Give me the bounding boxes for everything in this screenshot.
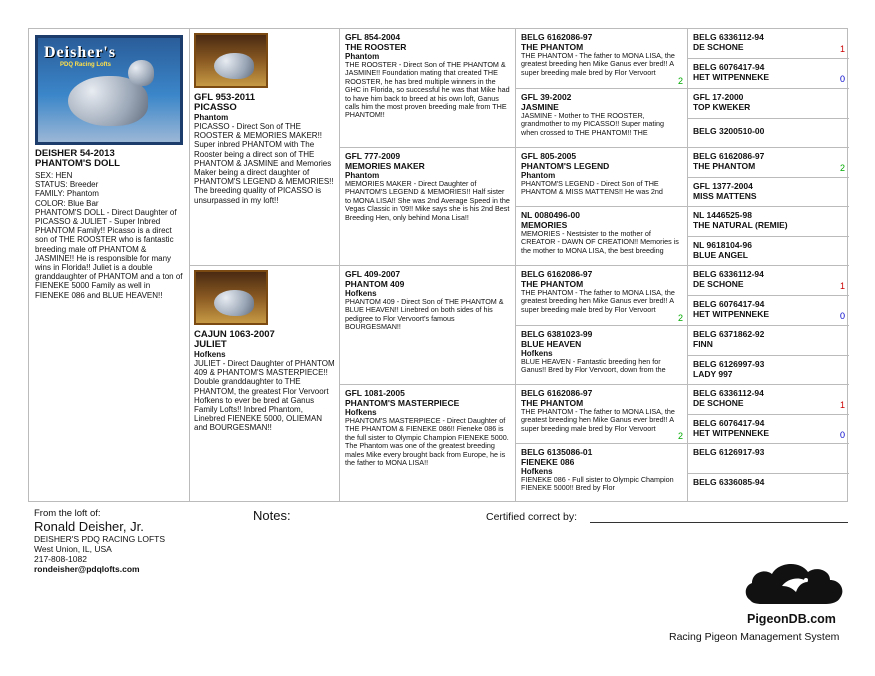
- gen4-cell[interactable]: [516, 148, 687, 207]
- gen5-ring: BELG 6336085-94: [693, 477, 765, 487]
- gen4-mark: 2: [677, 76, 683, 86]
- gen4-name: PHANTOM'S LEGEND: [521, 161, 610, 171]
- pedigree-grid: [28, 28, 848, 502]
- dam-strain: Hofkens: [194, 350, 226, 359]
- gen5-ring: BELG 6076417-94: [693, 62, 765, 72]
- gen4-ring: NL 0080496-00: [521, 210, 580, 220]
- gen5-cell[interactable]: [688, 89, 849, 119]
- gen4-cell[interactable]: [516, 89, 687, 148]
- gen4-ring: BELG 6162086-97: [521, 32, 593, 42]
- gen3-description: PHANTOM'S MASTERPIECE - Direct Daughter of THE PHANTOM & FIENEKE 086!! Fieneke 086 is the full sister to Olympic Champion FIENEKE 5000. The Phantom was one of the greatest breeding males Mike every brought back from Europe, he is the father to MONA LISA!!: [345, 416, 509, 468]
- gen4-strain: Phantom: [521, 171, 556, 180]
- gen4-description: THE PHANTOM - The father to MONA LISA, the greatest breeding hen Mike Ganus ever bred!! A super breeding male bred by Flor Vervoort: [521, 407, 675, 433]
- gen3-description: PHANTOM 409 - Direct Son of THE PHANTOM & BLUE HEAVEN!! Linebred on both sides of his pedigree to Flor Vervoort's famous BOURGESMAN!!: [345, 297, 504, 332]
- gen5-ring: BELG 6336112-94: [693, 269, 764, 279]
- gen5-name: HET WITPENNEKE: [693, 309, 770, 319]
- gen5-name: HET WITPENNEKE: [693, 428, 770, 438]
- loft-email[interactable]: rondeisher@pdqlofts.com: [34, 564, 140, 574]
- brand-tagline: Racing Pigeon Management System: [669, 631, 840, 643]
- great-grandparents-column: [516, 29, 688, 501]
- gen3-cell[interactable]: [340, 385, 515, 503]
- sire-description: PICASSO - Direct Son of THE ROOSTER & MEMORIES MAKER!! Super inbred PHANTOM with The Rooster being a direct son of THE PHANTOM & JASMINE and Memories Maker being a direct daughter of PHANTOM'S LEGEND & MEMORIES!! The breeding quality of PICASSO is unsurpassed in my loft!!: [194, 122, 334, 205]
- gen4-description: JASMINE - Mother to THE ROOSTER, grandmother to my PICASSO!! Super mating when crossed to THE PHANTOM!! THE: [521, 111, 665, 137]
- gen5-cell[interactable]: [688, 119, 849, 148]
- gen5-cell[interactable]: [688, 29, 849, 59]
- dam-photo: [194, 270, 268, 325]
- gen4-strain: Hofkens: [521, 467, 553, 476]
- gen3-cell[interactable]: [340, 266, 515, 385]
- gen5-ring: BELG 6076417-94: [693, 299, 765, 309]
- gen3-description: MEMORIES MAKER - Direct Daughter of PHANTOM'S LEGEND & MEMORIES!! Half sister to MONA LISA!! She was 2nd Average Speed in the Vegas Classic in '09!! Mike says she is his 2nd Best Breeding Hen, only behind Mona Lisa!!: [345, 179, 510, 222]
- gen3-name: PHANTOM 409: [345, 279, 405, 289]
- gen4-cell[interactable]: [516, 444, 687, 503]
- gen5-cell[interactable]: [688, 356, 849, 385]
- pigeondb-logo-icon: [742, 552, 848, 610]
- gen5-name: TOP KWEKER: [693, 102, 751, 112]
- gen5-name: DE SCHONE: [693, 398, 744, 408]
- subject-color: COLOR: Blue Bar: [35, 198, 99, 208]
- gen5-ring: GFL 1377-2004: [693, 181, 753, 191]
- sire-cell[interactable]: [190, 29, 339, 266]
- gen5-name: MISS MATTENS: [693, 191, 757, 201]
- gen4-cell[interactable]: [516, 29, 687, 89]
- gen3-cell[interactable]: [340, 148, 515, 266]
- subject-status: STATUS: Breeder: [35, 180, 99, 190]
- gen3-strain: Hofkens: [345, 408, 377, 417]
- signature-line[interactable]: [590, 522, 848, 523]
- subject-column: [29, 29, 190, 501]
- gen3-name: MEMORIES MAKER: [345, 161, 425, 171]
- gen3-name: PHANTOM'S MASTERPIECE: [345, 398, 460, 408]
- grandparents-column: [340, 29, 516, 501]
- dam-name: JULIET: [194, 339, 227, 350]
- gen5-mark: 0: [839, 311, 845, 321]
- gen5-ring: GFL 17-2000: [693, 92, 744, 102]
- owner-name: Ronald Deisher, Jr.: [34, 519, 144, 534]
- gen4-cell[interactable]: [516, 326, 687, 385]
- gen4-cell[interactable]: [516, 266, 687, 326]
- loft-name: DEISHER'S PDQ RACING LOFTS: [34, 534, 166, 544]
- gen5-ring: BELG 6336112-94: [693, 388, 764, 398]
- gen3-strain: Hofkens: [345, 289, 377, 298]
- gen5-cell[interactable]: [688, 207, 849, 237]
- gen5-ring: BELG 6162086-97: [693, 151, 765, 161]
- gen5-cell[interactable]: [688, 237, 849, 266]
- brand-name: PigeonDB.com: [747, 612, 836, 626]
- pigeon-image: [214, 53, 254, 79]
- gen5-cell[interactable]: [688, 326, 849, 356]
- gen5-cell[interactable]: [688, 266, 849, 296]
- gen4-ring: BELG 6162086-97: [521, 269, 593, 279]
- subject-description: PHANTOM'S DOLL - Direct Daughter of PICASSO & JULIET - Super Inbred PHANTOM Family!! Picasso is a direct son of THE ROOSTER who is fantastic breeding male off PHANTOM & JASMINE!! He is responsible for many wins in Florida!! Juliet is a double granddaughter of PHANTOM and a ton of FIENEKE 5000 Family as well in FIENEKE 086 and BLUE HEAVEN!!: [35, 207, 183, 300]
- gen4-name: BLUE HEAVEN: [521, 339, 582, 349]
- gen5-ring: NL 9618104-96: [693, 240, 752, 250]
- gen5-name: FINN: [693, 339, 713, 349]
- gen5-ring: BELG 6126997-93: [693, 359, 765, 369]
- gen4-cell[interactable]: [516, 385, 687, 444]
- gen3-cell[interactable]: [340, 29, 515, 148]
- gen5-name: HET WITPENNEKE: [693, 72, 770, 82]
- gen4-description: THE PHANTOM - The father to MONA LISA, the greatest breeding hen Mike Ganus ever bred!! A super breeding male bred by Flor Vervoort: [521, 51, 675, 77]
- gen4-description: PHANTOM'S LEGEND - Direct Son of THE PHANTOM & MISS MATTENS!! He was 2nd: [521, 179, 663, 197]
- gen3-name: THE ROOSTER: [345, 42, 407, 52]
- gen3-ring: GFL 854-2004: [345, 32, 401, 42]
- gen5-ring: BELG 6076417-94: [693, 418, 765, 428]
- gen5-ring: BELG 3200510-00: [693, 126, 765, 136]
- gen4-name: MEMORIES: [521, 220, 568, 230]
- parents-column: [190, 29, 340, 501]
- owner-block: [34, 508, 165, 574]
- dam-ring: CAJUN 1063-2007: [194, 329, 275, 340]
- gen5-cell[interactable]: [688, 444, 849, 474]
- gen5-ring: BELG 6126917-93: [693, 447, 765, 457]
- photo-logo: Deisher's: [44, 44, 117, 61]
- gen4-description: THE PHANTOM - The father to MONA LISA, the greatest breeding hen Mike Ganus ever bred!! A super breeding male bred by Flor Vervoort: [521, 288, 675, 314]
- gen4-mark: 2: [677, 313, 683, 323]
- gen5-cell[interactable]: [688, 148, 849, 178]
- gen3-ring: GFL 777-2009: [345, 151, 401, 161]
- gen4-ring: GFL 805-2005: [521, 151, 577, 161]
- pigeon-image: [214, 290, 254, 316]
- gen3-ring: GFL 1081-2005: [345, 388, 405, 398]
- subject-family: FAMILY: Phantom: [35, 189, 99, 199]
- gen4-ring: GFL 39-2002: [521, 92, 572, 102]
- gen4-strain: Hofkens: [521, 349, 553, 358]
- gen5-name: THE PHANTOM: [693, 161, 756, 171]
- subject-name: PHANTOM'S DOLL: [35, 158, 120, 169]
- gen5-mark: 1: [839, 44, 845, 54]
- gen4-ring: BELG 6135086-01: [521, 447, 593, 457]
- dam-cell[interactable]: [190, 266, 339, 503]
- sire-photo: [194, 33, 268, 88]
- subject-sex: SEX: HEN: [35, 171, 73, 180]
- gen5-cell[interactable]: [688, 59, 849, 89]
- gen5-ring: NL 1446525-98: [693, 210, 752, 220]
- gen4-description: BLUE HEAVEN - Fantastic breeding hen for Ganus!! Bred by Flor Vervoort, down from the: [521, 357, 666, 375]
- gen4-description: FIENEKE 086 - Full sister to Olympic Champion FIENEKE 5000!! Bred by Flor: [521, 475, 674, 493]
- gen4-name: FIENEKE 086: [521, 457, 575, 467]
- gen5-cell[interactable]: [688, 474, 849, 503]
- gen4-name: THE PHANTOM: [521, 279, 584, 289]
- gen4-name: THE PHANTOM: [521, 42, 584, 52]
- loft-phone: 217-808-1082: [34, 554, 87, 564]
- gen5-name: DE SCHONE: [693, 42, 744, 52]
- certified-label: Certified correct by:: [486, 511, 578, 523]
- gen5-mark: 1: [839, 400, 845, 410]
- sire-name: PICASSO: [194, 102, 237, 113]
- loft-location: West Union, IL, USA: [34, 544, 112, 554]
- gen5-name: THE NATURAL (REMIE): [693, 220, 788, 230]
- gen3-strain: Phantom: [345, 171, 380, 180]
- gen5-mark: 0: [839, 74, 845, 84]
- gen4-name: JASMINE: [521, 102, 559, 112]
- dam-description: JULIET - Direct Daughter of PHANTOM 409 & PHANTOM'S MASTERPIECE!! Double granddaughter to THE PHANTOM, the greatest Flor Vervoort Hofkens to ever be bred at Ganus Family Lofts!! Inbred Phantom, Linebred FIENEKE 5000, OLIEMAN and BOURGESMAN!!: [194, 359, 335, 433]
- gen5-cell[interactable]: [688, 415, 849, 444]
- gen3-strain: Phantom: [345, 52, 380, 61]
- photo-logo-sub: PDQ Racing Lofts: [60, 62, 112, 68]
- subject-ring: DEISHER 54-2013: [35, 148, 115, 159]
- gen5-cell[interactable]: [688, 296, 849, 326]
- gen5-ring: BELG 6371862-92: [693, 329, 765, 339]
- gen3-ring: GFL 409-2007: [345, 269, 401, 279]
- pigeon-head: [128, 60, 154, 86]
- gen5-mark: 0: [839, 430, 845, 440]
- gen4-name: THE PHANTOM: [521, 398, 584, 408]
- gen5-name: BLUE ANGEL: [693, 250, 748, 260]
- gen4-ring: BELG 6162086-97: [521, 388, 593, 398]
- gen5-name: LADY 997: [693, 369, 733, 379]
- gen5-ring: BELG 6336112-94: [693, 32, 764, 42]
- gen4-ring: BELG 6381023-99: [521, 329, 593, 339]
- gen4-cell[interactable]: [516, 207, 687, 266]
- gen5-name: DE SCHONE: [693, 279, 744, 289]
- gen5-mark: 2: [839, 163, 845, 173]
- gen3-description: THE ROOSTER - Direct Son of THE PHANTOM & JASMINE!! Foundation mating that created THE ROOSTER, he has bred multiple winners in the GHC in Florida, so successful he was that Mike had to have him back to breed at his own loft, Ganus calls him the most proven breeding male from THE PHANTOM!!: [345, 60, 510, 120]
- gen5-mark: 1: [839, 281, 845, 291]
- gen4-mark: 2: [677, 431, 683, 441]
- notes-label: Notes:: [253, 508, 291, 523]
- gen5-cell[interactable]: [688, 178, 849, 207]
- gen4-description: MEMORIES - Nestsister to the mother of CREATOR - DAWN OF CREATION!! Memories is the mother to MONA LISA, the best breeding: [521, 229, 679, 255]
- sire-strain: Phantom: [194, 113, 229, 122]
- sire-ring: GFL 953-2011: [194, 92, 256, 103]
- gen5-column: [688, 29, 849, 501]
- from-label: From the loft of:: [34, 508, 101, 519]
- subject-photo: [35, 35, 183, 145]
- gen5-cell[interactable]: [688, 385, 849, 415]
